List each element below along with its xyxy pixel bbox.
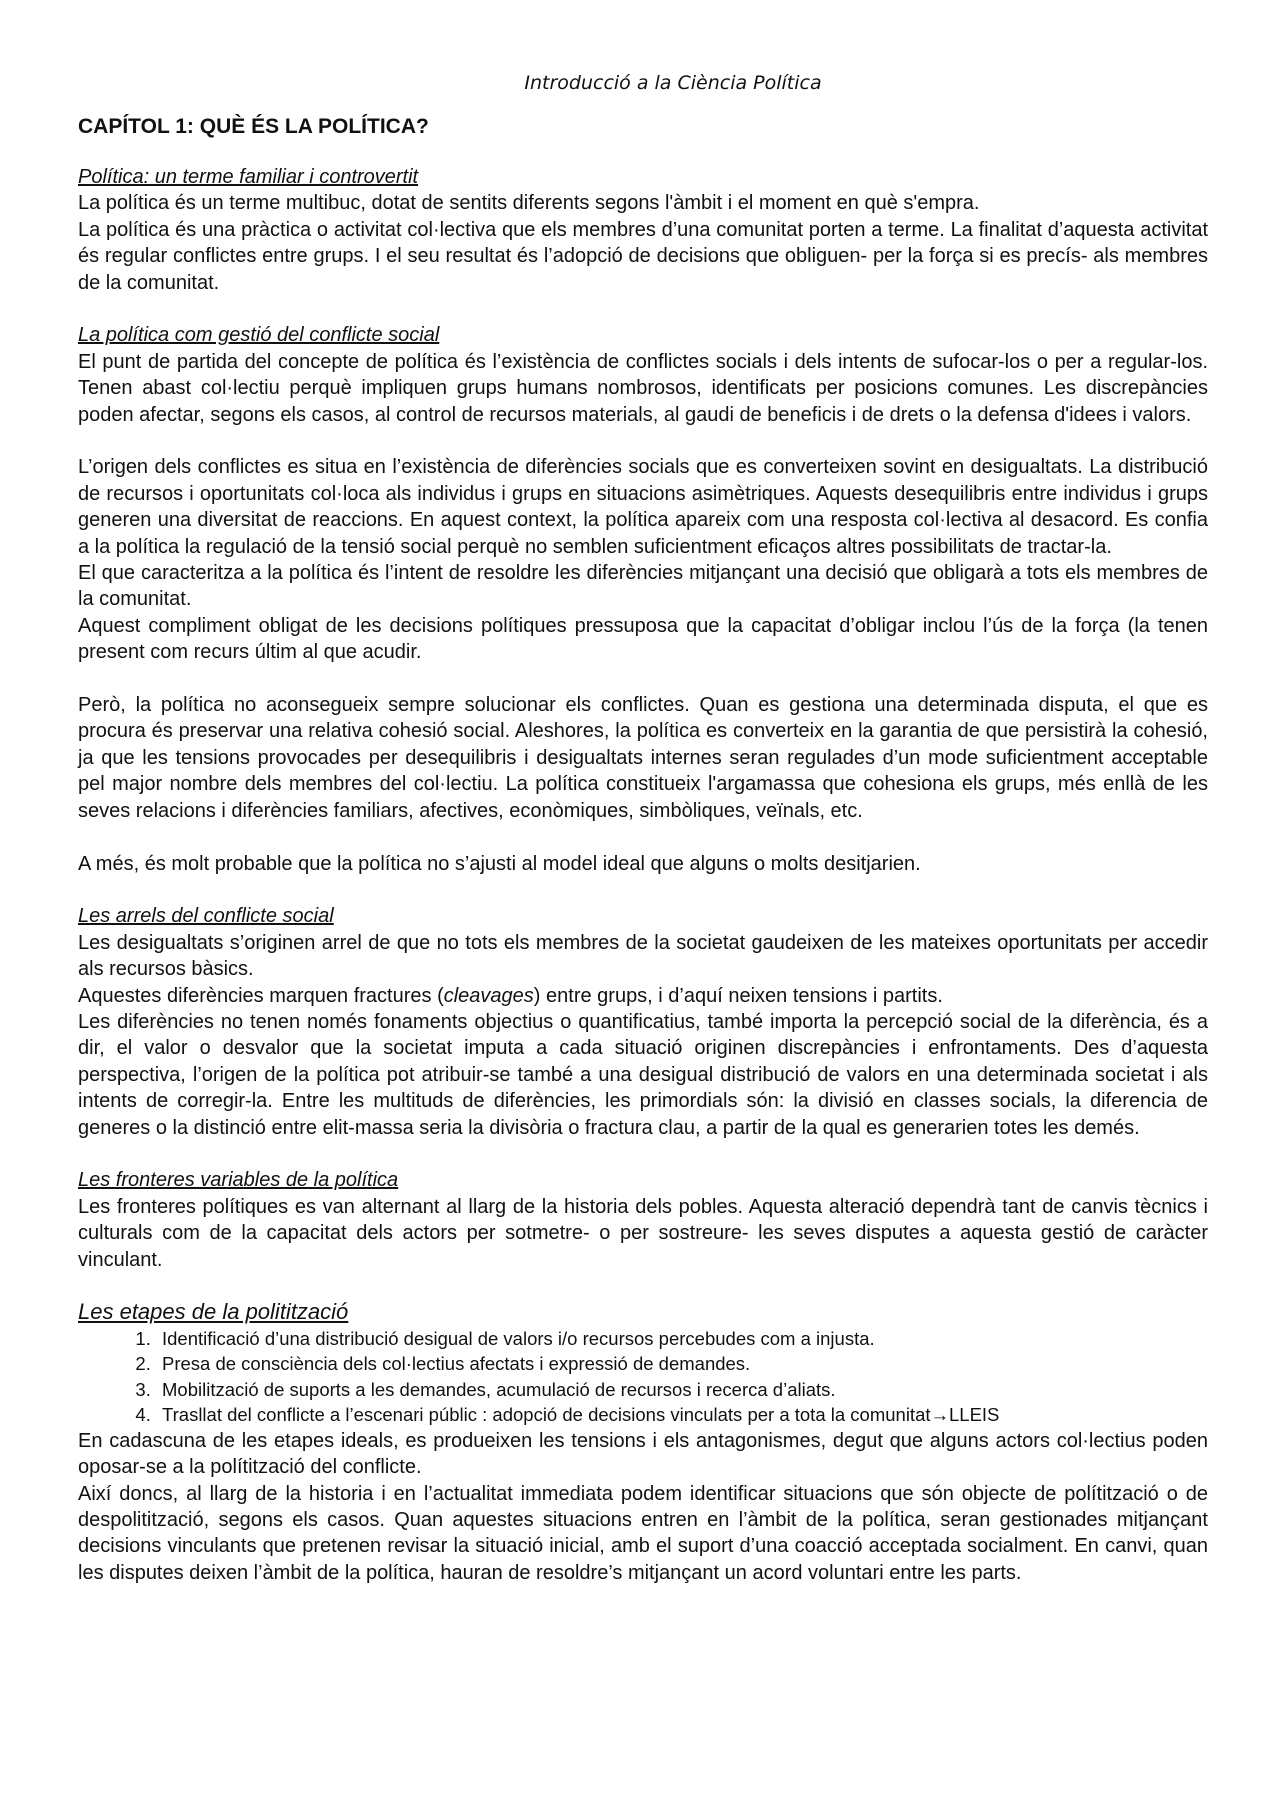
section-title: Política: un terme familiar i controvertit (78, 166, 419, 188)
section-title: Les fronteres variables de la política (78, 1169, 399, 1192)
paragraph: Les fronteres polítiques es van alternant al llarg de la historia dels pobles. Aquesta alteració dependrà tant de canvis tècnics i culturals com de la capacitat dels actors per sotmetre- o per sostreure- les seves disputes a aquesta gestió de caràcter vinculant. (78, 1195, 1208, 1271)
section-2 (78, 322, 1208, 876)
section-4 (78, 1167, 1208, 1273)
paragraph: L’origen dels conflictes es situa en l’existència de diferències socials que es converteixen sovint en desigualtats. La distribució de recursos i oportunitats col·loca als individus i grups en situacions asimètriques. Aquests desequilibris entre individus i grups generen una diversitat de reaccions. En aquest context, la política apareix com una resposta col·lectiva al desacord. Es confia a la política la regulació de la tensió social perquè no semblen suficientment eficaços altres possibilitats de tractar-la. (78, 456, 1208, 558)
paragraph: Les diferències no tenen només fonaments objectius o quantificatius, també importa la percepció social de la diferència, és a dir, el valor o desvalor que la societat imputa a cada situació originen discrepàncies i enfrontaments. Des d’aquesta perspectiva, l’origen de la política pot atribuir-se també a una desigual distribució de valors en una determinada societat i als intents de corregir-la. Entre les multituds de diferències, les primordials són: la divisió en classes socials, la diferencia de generes o la distinció entre elit-massa seria la divisòria o fractura clau, a partir de la qual es generarien totes les demés. (78, 1010, 1208, 1139)
section-title: Les etapes de la politització (78, 1299, 349, 1325)
list-item: 4. Trasllat del conflicte a l’escenari públic : adopció de decisions vinculats per a tota la comunitat→LLEIS (156, 1402, 1208, 1428)
politicization-steps-list (78, 1326, 1208, 1428)
paragraph: El punt de partida del concepte de política és l’existència de conflictes socials i dels intents de sufocar-los o per a regular-los. Tenen abast col·lectiu perquè impliquen grups humans nombrosos, identificats per posicions comunes. Les discrepàncies poden afectar, segons els casos, al control de recursos materials, al gaudi de beneficis i de drets o la defensa d'idees i valors. (78, 350, 1208, 426)
text-run: Aquestes diferències marquen fractures ( (78, 984, 444, 1007)
emphasis-term: cleavages (443, 984, 534, 1007)
section-title: La política com gestió del conflicte social (78, 324, 440, 347)
paragraph: Però, la política no aconsegueix sempre solucionar els conflictes. Quan es gestiona una determinada disputa, el que es procura és preservar una relativa cohesió social. Aleshores, la política es converteix en la garantia de que persistirà la cohesió, ja que les tensions provocades per desequilibris i desigualtats internes seran regulades d’un mode suficientment acceptable pel major nombre dels membres del col·lectiu. La política constitueix l'argamassa que cohesiona els grups, més enllà de les seves relacions i diferències familiars, afectives, econòmiques, simbòliques, veïnals, etc. (78, 694, 1208, 822)
list-item: 3. Mobilització de suports a les demandes, acumulació de recursos i recerca d’aliats. (156, 1377, 1208, 1403)
list-item: 2. Presa de consciència dels col·lectius afectats i expressió de demandes. (156, 1351, 1208, 1377)
section-5 (78, 1299, 1208, 1586)
paragraph: Les desigualtats s’originen arrel de que no tots els membres de la societat gaudeixen de les mateixes oportunitats per accedir als recursos bàsics. (78, 931, 1208, 981)
chapter-title: CAPÍTOL 1: QUÈ ÉS LA POLÍTICA? (78, 115, 429, 138)
section-3 (78, 903, 1208, 1141)
paragraph: Aquest compliment obligat de les decisions polítiques pressuposa que la capacitat d’obligar inclou l’ús de la força (la tenen present com recurs últim al que acudir. (78, 614, 1208, 664)
section-1 (78, 164, 1208, 296)
paragraph: En cadascuna de les etapes ideals, es produeixen les tensions i els antagonismes, degut que alguns actors col·lectius poden oposar-se a la polítització del conflicte. (78, 1429, 1208, 1479)
paragraph: La política és una pràctica o activitat col·lectiva que els membres d’una comunitat porten a terme. La finalitat d’aquesta activitat és regular conflictes entre grups. I el seu resultat és l’adopció de decisions que obliguen- per la força si es precís- als membres de la comunitat. (78, 218, 1208, 294)
paragraph: Així doncs, al llarg de la historia i en l’actualitat immediata podem identificar situacions que són objecte de polítització o de despolitització, segons els casos. Quan aquestes situacions entren en l’àmbit de la política, seran gestionades mitjançant decisions vinculants que pretenen revisar la situació inicial, amb el suport d’una coacció acceptada socialment. En canvi, quan les disputes deixen l’àmbit de la política, hauran de resoldre’s mitjançant un acord voluntari entre les parts. (78, 1482, 1208, 1584)
paragraph (78, 983, 1208, 1009)
document-page (78, 70, 1208, 1586)
paragraph: El que caracteritza a la política és l’intent de resoldre les diferències mitjançant una decisió que obligarà a tots els membres de la comunitat. (78, 562, 1208, 611)
section-title: Les arrels del conflicte social (78, 905, 334, 928)
text-run: ) entre grups, i d’aquí neixen tensions i partits. (533, 984, 943, 1007)
list-item: 1. Identificació d’una distribució desigual de valors i/o recursos percebudes com a injusta. (156, 1326, 1208, 1352)
paragraph: A més, és molt probable que la política no s’ajusti al model ideal que alguns o molts desitjarien. (78, 852, 921, 875)
running-header: Introducció a la Ciència Política (524, 72, 822, 94)
paragraph: La política és un terme multibuc, dotat de sentits diferents segons l'àmbit i el moment en què s'empra. (78, 192, 980, 215)
